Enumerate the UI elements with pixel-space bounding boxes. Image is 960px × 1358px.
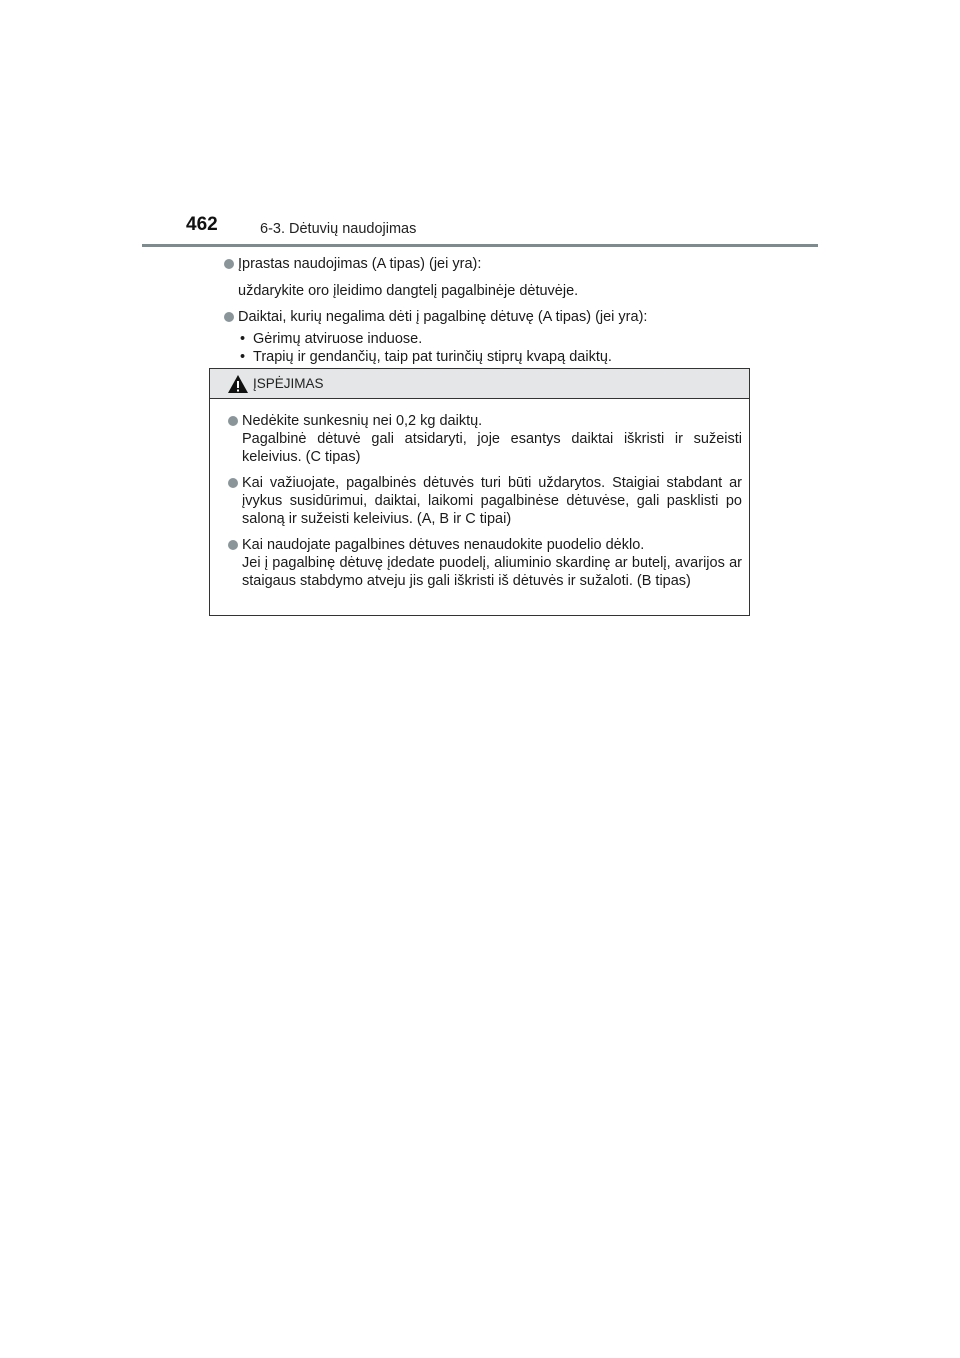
warning-box [209, 368, 750, 616]
warning-item-text: Pagalbinė dėtuvė gali atsidaryti, joje esantys daiktai iškristi ir sužeisti keleivius. (C tipas) [242, 431, 742, 465]
spacer [224, 300, 754, 308]
warning-item-text: Jei į pagalbinę dėtuvę įdedate puodelį, aliuminio skardinę ar butelį, avarijos ar staigaus stabdymo atveju jis gali iškristi iš dėtuvės ir sužaloti. (B tipas) [242, 555, 742, 589]
dash-bullet: • [240, 331, 246, 347]
warning-title: ĮSPĖJIMAS [253, 376, 324, 391]
item-title: Daiktai, kurių negalima dėti į pagalbinę dėtuvę (A tipas) (jei yra): [238, 309, 648, 325]
dash-item-text: Trapių ir gendančių, taip pat turinčių stiprų kvapą daiktų. [253, 349, 612, 365]
header-rule [142, 244, 818, 247]
page-number: 462 [186, 214, 218, 235]
dash-item-text: Gėrimų atviruose induose. [253, 331, 423, 347]
section-title: 6-3. Dėtuvių naudojimas [260, 221, 417, 237]
warning-item [228, 536, 742, 590]
warning-body [210, 399, 749, 590]
bullet-dot-icon [228, 416, 238, 426]
main-content [224, 255, 754, 366]
list-item [224, 308, 754, 326]
bullet-dot-icon [228, 540, 238, 550]
warning-item [228, 474, 742, 528]
dash-list [224, 330, 754, 366]
list-item [224, 255, 754, 273]
bullet-dot-icon [224, 259, 234, 269]
dash-bullet: • [240, 349, 246, 365]
warning-header [210, 369, 749, 399]
warning-item-line1: Kai naudojate pagalbines dėtuves nenaudokite puodelio dėklo. [242, 537, 645, 553]
dash-item [238, 348, 754, 366]
item-title: Įprastas naudojimas (A tipas) (jei yra): [238, 256, 482, 272]
bullet-dot-icon [224, 312, 234, 322]
item-text: uždarykite oro įleidimo dangtelį pagalbinėje dėtuvėje. [238, 283, 579, 299]
dash-item [238, 330, 754, 348]
warning-triangle-icon [227, 374, 249, 394]
bullet-dot-icon [228, 478, 238, 488]
warning-item-text: Kai važiuojate, pagalbinės dėtuvės turi būti uždarytos. Staigiai stabdant ar įvykus susidūrimui, daiktai, laikomi pagalbinėse dėtuvėse, gali pasklisti po saloną ir sužeisti keleivius. (A, B ir C tipai) [242, 475, 742, 527]
warning-item-line1: Nedėkite sunkesnių nei 0,2 kg daiktų. [242, 413, 483, 429]
warning-item [228, 412, 742, 466]
